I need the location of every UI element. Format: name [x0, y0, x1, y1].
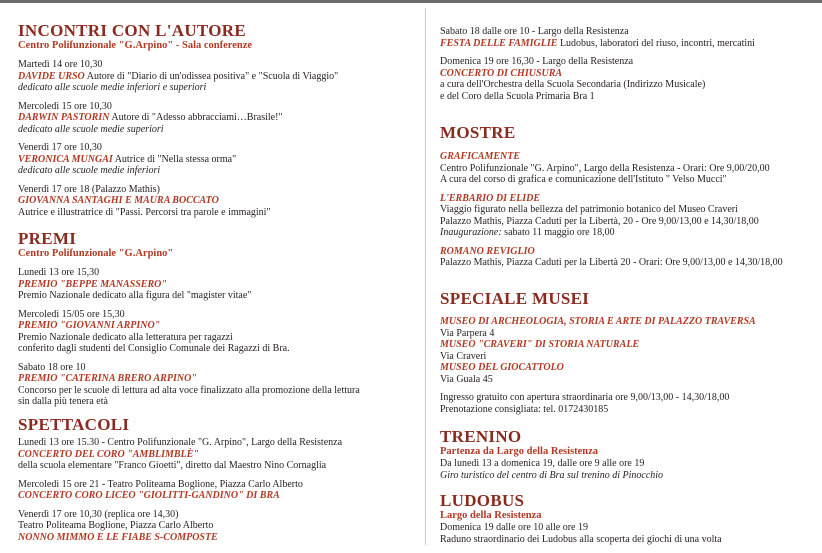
event-name: GIOVANNA SANTAGHI E MAURA BOCCATO — [18, 195, 219, 206]
top-rule — [0, 0, 822, 3]
event-desc: Concorso per le scuole di lettura ad alta voce finalizzato alla promozione della lettura — [18, 384, 360, 396]
section-title: TRENINO — [440, 427, 522, 446]
section-title: PREMI — [18, 229, 77, 248]
event-date: Sabato 18 ore 10 — [18, 361, 86, 373]
museum-item — [440, 339, 818, 362]
event-item — [440, 26, 818, 49]
museum-address: Via Guala 45 — [440, 373, 493, 385]
column-divider — [425, 8, 426, 545]
section-title: SPETTACOLI — [18, 415, 130, 434]
event-item — [18, 142, 413, 177]
event-name: FESTA DELLE FAMIGLIE — [440, 37, 558, 49]
event-item — [440, 246, 818, 269]
event-date: Venerdì 17 ore 10,30 (replica ore 14,30) — [18, 508, 179, 520]
event-item — [18, 362, 413, 408]
event-desc: Autrice e illustratrice di "Passi. Percorsi tra parole e immagini" — [18, 206, 271, 218]
event-name: PREMIO "CATERINA BRERO ARPINO" — [18, 373, 197, 384]
event-desc: Palazzo Mathis, Piazza Caduti per la Libertà 20 - Orari: Ore 9,00/13,00 e 14,30/18,00 — [440, 257, 783, 268]
trenino-note: Giro turistico del centro di Bra sul trenino di Pinocchio — [440, 469, 664, 481]
event-desc: Ludobus, laboratori del riuso, incontri, mercatini — [557, 37, 755, 49]
event-desc: conferito dagli studenti del Consiglio Comunale dei Ragazzi di Bra. — [18, 343, 290, 354]
event-item — [18, 101, 413, 136]
section-title: LUDOBUS — [440, 491, 525, 510]
ludobus-desc: Raduno straordinario dei Ludobus alla scoperta dei giochi di una volta — [440, 533, 722, 545]
event-date: Mercoledì 15/05 ore 15,30 — [18, 308, 125, 320]
section-trenino — [440, 428, 818, 481]
event-name: DAVIDE URSO — [18, 70, 85, 82]
event-date: Mercoledì 15 ore 10,30 — [18, 100, 112, 112]
event-date: Lunedì 13 ore 15,30 — [18, 267, 100, 278]
event-name: ROMANO REVIGLIO — [440, 245, 535, 257]
event-date: Venerdì 17 ore 10,30 — [18, 142, 102, 153]
event-date: Sabato 18 dalle ore 10 - Largo della Resistenza — [440, 26, 629, 37]
event-item — [18, 309, 413, 355]
museum-phone: Prenotazione consigliata: tel. 0172430185 — [440, 403, 609, 415]
event-desc: Autore di "Diario di un'odissea positiva" e "Scuola di Viaggio" — [84, 70, 339, 82]
museum-item — [440, 362, 818, 385]
section-venue: Partenza da Largo della Resistenza — [440, 446, 599, 457]
event-desc: a cura dell'Orchestra della Scuola Secondaria (Indirizzo Musicale) — [440, 79, 706, 90]
inauguration-label: Inaugurazione: — [440, 227, 502, 238]
event-name: PREMIO "BEPPE MANASSERO" — [18, 278, 167, 290]
event-desc: della scuola elementare "Franco Gioetti", diretto dal Maestro Nino Cornaglia — [18, 460, 327, 471]
event-item — [440, 193, 818, 239]
event-note: dedicato alle scuole medie inferiori — [18, 165, 161, 176]
event-desc: Autrice di "Nella stessa orma" — [112, 153, 237, 165]
event-date: Lunedì 13 ore 15.30 - Centro Polifunzionale "G. Arpino", Largo della Resistenza — [18, 437, 343, 448]
event-desc: sin dalla più tenera età — [18, 396, 108, 407]
museum-name: MUSEO DI ARCHEOLOGIA, STORIA E ARTE DI PALAZZO TRAVERSA — [440, 316, 756, 327]
event-item — [18, 437, 413, 472]
section-title: SPECIALE MUSEI — [440, 289, 590, 308]
museum-item — [440, 316, 818, 339]
event-item — [18, 509, 413, 544]
section-spettacoli — [18, 416, 413, 543]
museum-address: Via Parpera 4 — [440, 327, 495, 339]
section-venue: Centro Polifunzionale "G.Arpino" - Sala conferenze — [18, 40, 253, 51]
section-title: INCONTRI CON L'AUTORE — [18, 21, 246, 40]
event-name: CONCERTO DI CHIUSURA — [440, 67, 563, 79]
section-incontri — [18, 22, 413, 218]
event-item — [18, 59, 413, 94]
section-ludobus — [440, 492, 818, 545]
event-desc: Premio Nazionale dedicato alla figura del "magister vitae" — [18, 290, 252, 301]
ludobus-date: Domenica 19 dalle ore 10 alle ore 19 — [440, 522, 588, 533]
section-events-continued — [440, 26, 818, 102]
event-item — [18, 184, 413, 219]
event-item — [440, 56, 818, 102]
event-item — [18, 479, 413, 502]
event-note: dedicato alle scuole medie inferiori e superiori — [18, 82, 207, 93]
museum-info: Ingresso gratuito con apertura straordinaria ore 9,00/13,00 - 14,30/18,00 — [440, 392, 730, 403]
section-premi — [18, 230, 413, 408]
event-name: VERONICA MUNGAI — [18, 153, 113, 165]
trenino-dates: Da lunedì 13 a domenica 19, dalle ore 9 alle ore 19 — [440, 458, 645, 469]
museum-name: MUSEO "CRAVERI" DI STORIA NATURALE — [440, 339, 640, 350]
event-desc: Premio Nazionale dedicato alla letteratura per ragazzi — [18, 331, 233, 343]
museum-name: MUSEO DEL GIOCATTOLO — [440, 362, 564, 373]
event-name: CONCERTO DEL CORO "AMBLIMBLÈ" — [18, 448, 199, 460]
event-desc: Centro Polifunzionale "G. Arpino", Largo della Resistenza - Orari: Ore 9,00/20,00 — [440, 162, 770, 174]
section-title: MOSTRE — [440, 123, 516, 142]
event-desc: A cura del corso di grafica e comunicazione dell'Istituto " Velso Mucci" — [440, 174, 727, 185]
section-venue: Centro Polifunzionale "G.Arpino" — [18, 248, 174, 259]
event-name: PREMIO "GIOVANNI ARPINO" — [18, 320, 161, 331]
event-note: dedicato alle scuole medie superiori — [18, 123, 164, 135]
event-name: L'ERBARIO DI ELIDE — [440, 192, 541, 204]
section-mostre — [440, 124, 818, 269]
event-name: DARWIN PASTORIN — [18, 112, 110, 123]
event-desc: Viaggio figurato nella bellezza del patrimonio botanico del Museo Craveri — [440, 204, 738, 215]
event-desc: e del Coro della Scuola Primaria Bra 1 — [440, 90, 595, 102]
section-musei — [440, 290, 818, 415]
event-desc: Palazzo Mathis, Piazza Caduti per la Libertà, 20 - Ore 9,00/13,00 e 14,30/18,00 — [440, 215, 759, 227]
event-date: Martedì 14 ore 10,30 — [18, 59, 103, 70]
event-date: Venerdì 17 ore 18 (Palazzo Mathis) — [18, 183, 160, 195]
event-item — [440, 151, 818, 186]
event-name: NONNO MIMMO E LE FIABE S-COMPOSTE — [18, 531, 218, 543]
event-item — [18, 267, 413, 302]
event-venue: Teatro Politeama Boglione, Piazza Carlo Alberto — [18, 520, 214, 531]
event-name: GRAFICAMENTE — [440, 151, 521, 162]
section-venue: Largo della Resistenza — [440, 510, 542, 521]
event-date: Domenica 19 ore 16,30 - Largo della Resistenza — [440, 56, 634, 67]
museum-address: Via Craveri — [440, 350, 487, 362]
event-desc: Autore di "Adesso abbracciami…Brasile!" — [109, 112, 283, 123]
event-name: CONCERTO CORO LICEO "GIOLITTI-GANDINO" DI BRA — [18, 490, 280, 501]
inauguration-date: sabato 11 maggio ore 18,00 — [501, 227, 615, 238]
event-date: Mercoledì 15 ore 21 - Teatro Politeama Boglione, Piazza Carlo Alberto — [18, 478, 303, 490]
